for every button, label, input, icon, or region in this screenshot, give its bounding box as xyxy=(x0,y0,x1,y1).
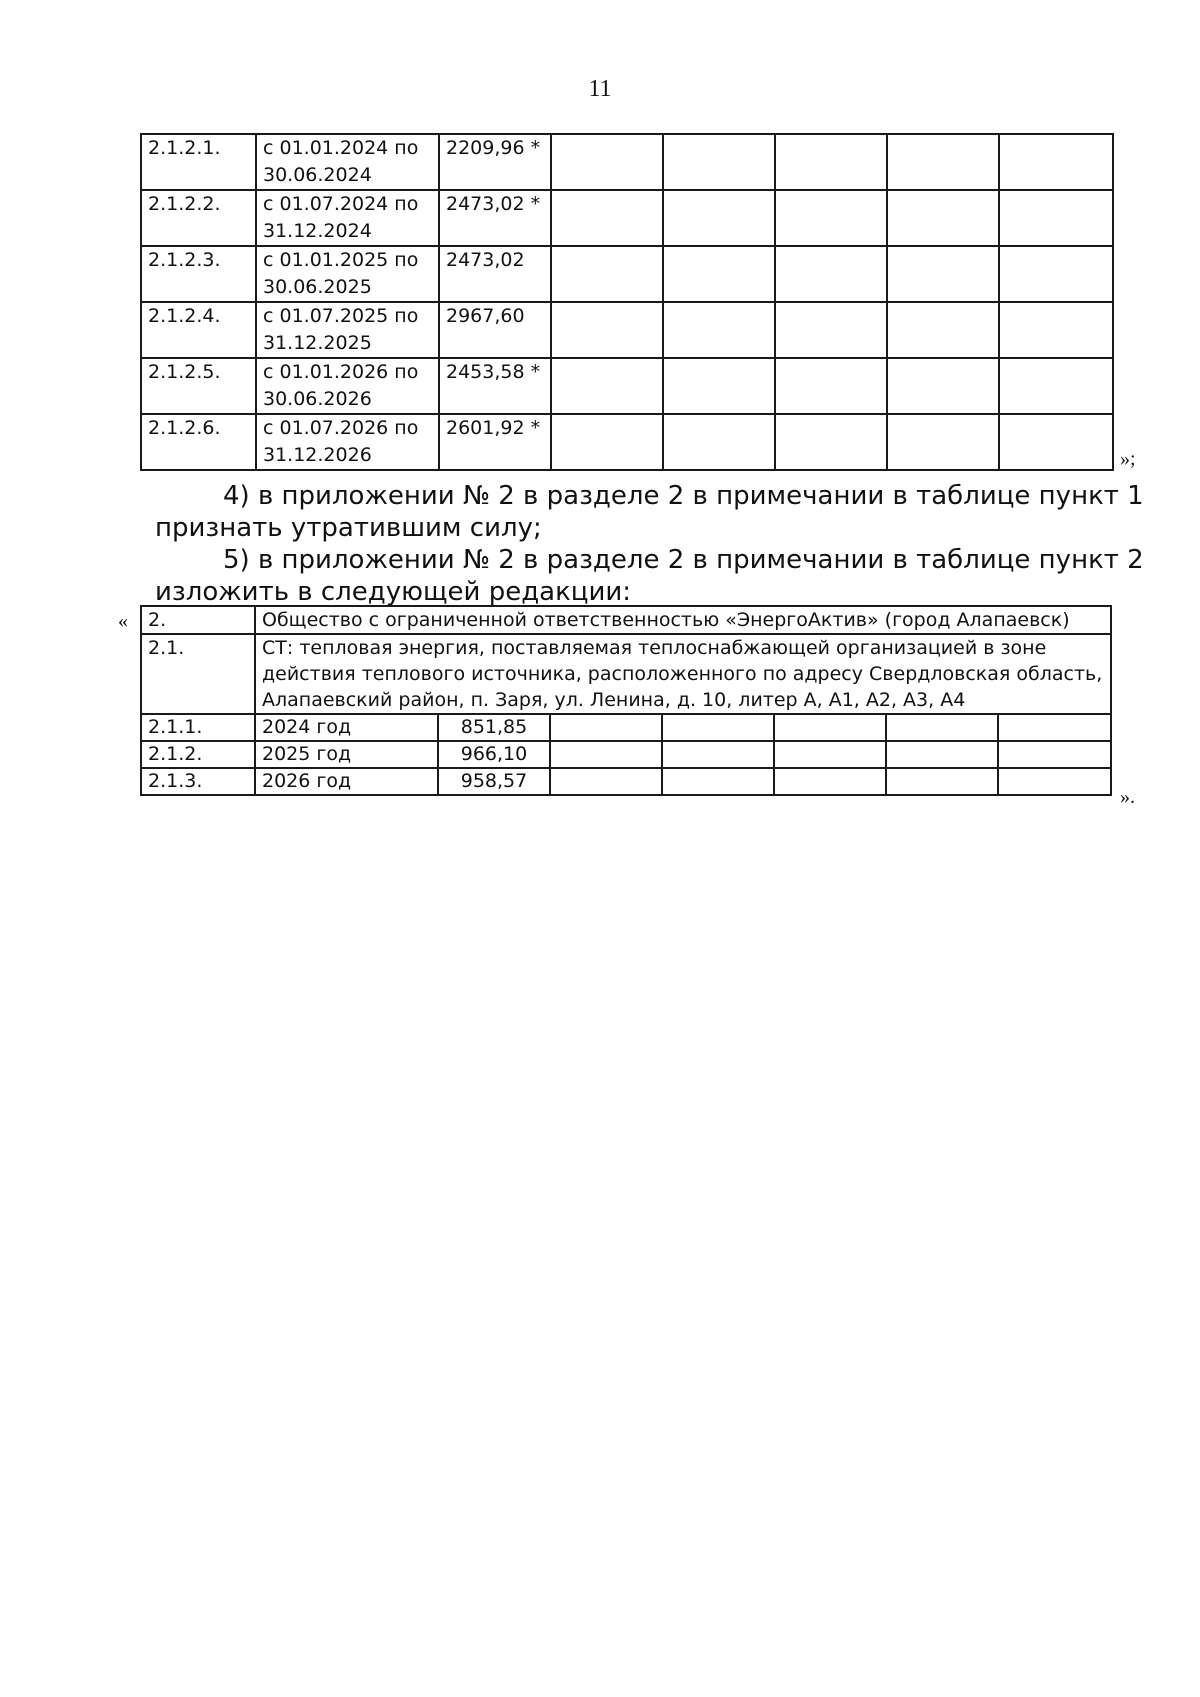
period-cell: с 01.07.2026 по 31.12.2026 xyxy=(256,414,439,470)
value-cell: 2473,02 xyxy=(439,246,551,302)
empty-cell xyxy=(550,768,662,795)
empty-cell xyxy=(775,414,887,470)
row-number: 2.1.2.3. xyxy=(141,246,256,302)
value-cell: 2967,60 xyxy=(439,302,551,358)
period-cell: с 01.01.2024 по 30.06.2024 xyxy=(256,134,439,190)
row-number: 2.1.2.6. xyxy=(141,414,256,470)
empty-cell xyxy=(775,190,887,246)
value-cell: 851,85 xyxy=(438,714,550,741)
year-cell: 2025 год xyxy=(255,741,438,768)
empty-cell xyxy=(551,302,663,358)
table-row xyxy=(141,134,1113,190)
empty-cell xyxy=(551,134,663,190)
period-cell: с 01.07.2025 по 31.12.2025 xyxy=(256,302,439,358)
value-cell: 2453,58 * xyxy=(439,358,551,414)
value-cell: 958,57 xyxy=(438,768,550,795)
empty-cell xyxy=(551,246,663,302)
value-cell: 2473,02 * xyxy=(439,190,551,246)
empty-cell xyxy=(663,246,775,302)
table-row xyxy=(141,358,1113,414)
empty-cell xyxy=(999,302,1113,358)
year-cell: 2024 год xyxy=(255,714,438,741)
empty-cell xyxy=(999,190,1113,246)
empty-cell xyxy=(774,714,886,741)
empty-cell xyxy=(663,134,775,190)
empty-cell xyxy=(551,414,663,470)
opening-quote-mark: « xyxy=(118,610,128,632)
empty-cell xyxy=(998,714,1111,741)
table-row xyxy=(141,190,1113,246)
empty-cell xyxy=(886,714,998,741)
empty-cell xyxy=(887,134,999,190)
tariff-table-periods xyxy=(140,133,1114,471)
table-row xyxy=(141,246,1113,302)
empty-cell xyxy=(887,190,999,246)
empty-cell xyxy=(999,358,1113,414)
value-cell: 2601,92 * xyxy=(439,414,551,470)
empty-cell xyxy=(999,134,1113,190)
st-description: СТ: тепловая энергия, поставляемая теплоснабжающей организацией в зоне действия теплового источника, расположенного по адресу Свердловская область, Алапаевский район, п. Заря, ул. Ленина, д. 10, литер А, А1, А2, А3, А4 xyxy=(255,634,1111,714)
empty-cell xyxy=(662,714,774,741)
org-number: 2. xyxy=(141,606,255,634)
period-cell: с 01.07.2024 по 31.12.2024 xyxy=(256,190,439,246)
empty-cell xyxy=(550,714,662,741)
empty-cell xyxy=(551,358,663,414)
table-row xyxy=(141,414,1113,470)
table-row xyxy=(141,302,1113,358)
empty-cell xyxy=(886,768,998,795)
paragraph-text: 4) в приложении № 2 в разделе 2 в примечании в таблице пункт 1 признать утратившим силу; xyxy=(155,481,1144,543)
empty-cell xyxy=(998,768,1111,795)
table-row xyxy=(141,741,1111,768)
empty-cell xyxy=(999,246,1113,302)
empty-cell xyxy=(887,246,999,302)
empty-cell xyxy=(887,414,999,470)
table-row xyxy=(141,768,1111,795)
empty-cell xyxy=(887,302,999,358)
st-number: 2.1. xyxy=(141,634,255,714)
paragraph-item-4 xyxy=(155,480,1150,544)
empty-cell xyxy=(551,190,663,246)
empty-cell xyxy=(998,741,1111,768)
row-number: 2.1.2.2. xyxy=(141,190,256,246)
closing-quote-mark: »; xyxy=(1120,448,1136,470)
period-cell: с 01.01.2025 по 30.06.2025 xyxy=(256,246,439,302)
empty-cell xyxy=(662,768,774,795)
empty-cell xyxy=(774,768,886,795)
row-number: 2.1.2. xyxy=(141,741,255,768)
org-name: Общество с ограниченной ответственностью «ЭнергоАктив» (город Алапаевск) xyxy=(255,606,1111,634)
empty-cell xyxy=(663,190,775,246)
empty-cell xyxy=(774,741,886,768)
empty-cell xyxy=(775,358,887,414)
empty-cell xyxy=(887,358,999,414)
table-row xyxy=(141,714,1111,741)
row-number: 2.1.2.1. xyxy=(141,134,256,190)
empty-cell xyxy=(662,741,774,768)
empty-cell xyxy=(775,134,887,190)
empty-cell xyxy=(999,414,1113,470)
row-number: 2.1.3. xyxy=(141,768,255,795)
row-number: 2.1.1. xyxy=(141,714,255,741)
empty-cell xyxy=(775,246,887,302)
year-cell: 2026 год xyxy=(255,768,438,795)
closing-quote-mark: ». xyxy=(1120,786,1135,808)
paragraph-text: 5) в приложении № 2 в разделе 2 в примечании в таблице пункт 2 изложить в следующей редакции: xyxy=(155,545,1144,607)
period-cell: с 01.01.2026 по 30.06.2026 xyxy=(256,358,439,414)
empty-cell xyxy=(663,358,775,414)
page-number: 11 xyxy=(588,76,612,102)
tariff-table-years xyxy=(140,605,1112,796)
empty-cell xyxy=(663,302,775,358)
row-number: 2.1.2.4. xyxy=(141,302,256,358)
value-cell: 2209,96 * xyxy=(439,134,551,190)
table-row xyxy=(141,634,1111,714)
empty-cell xyxy=(886,741,998,768)
row-number: 2.1.2.5. xyxy=(141,358,256,414)
table-row xyxy=(141,606,1111,634)
empty-cell xyxy=(775,302,887,358)
empty-cell xyxy=(550,741,662,768)
paragraph-item-5 xyxy=(155,544,1150,608)
empty-cell xyxy=(663,414,775,470)
value-cell: 966,10 xyxy=(438,741,550,768)
